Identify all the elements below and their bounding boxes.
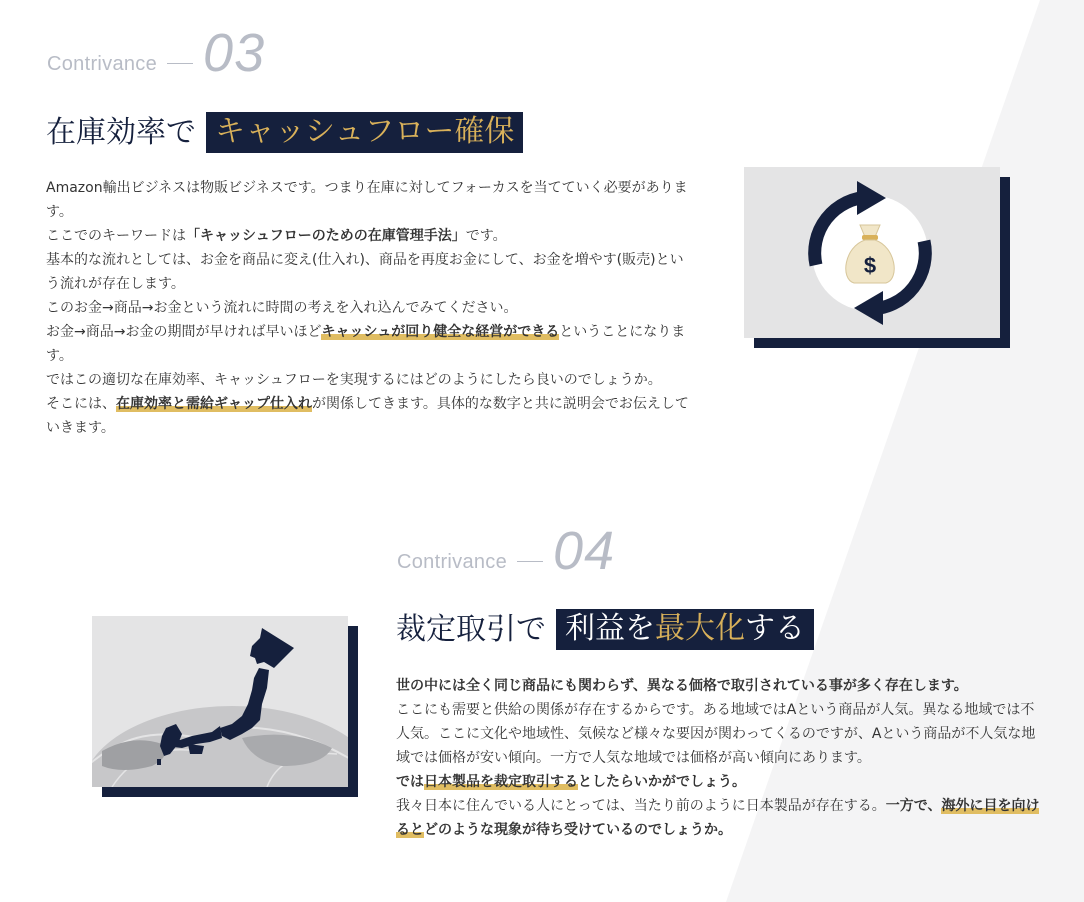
text-run: お金→商品→お金の期間が早ければ早いほど [46,324,322,340]
text-run: Amazon輸出ビジネスは物販ビジネスです。つまり在庫に対してフォーカスを当てていく必要があります。 [46,180,688,220]
bold-text: どのような現象が待ち受けているのでしょうか。 [424,822,732,838]
japan-map-icon [92,616,348,787]
paragraph-line [46,320,696,368]
paragraph-line [396,770,1044,794]
section-03-heading [46,112,523,153]
section-04-body [396,674,1044,842]
paragraph-line [46,392,696,440]
section-04-eyebrow [397,521,616,581]
eyebrow-dash [517,561,543,562]
paragraph-line [46,248,696,296]
cashflow-image [744,167,1010,348]
section-number: 04 [553,521,616,581]
image-card [92,616,348,787]
paragraph-line [46,296,696,320]
text-run: ここでのキーワードは [46,228,186,244]
heading-boxed [206,112,523,153]
text-run: ではこの適切な在庫効率、キャッシュフローを実現するにはどのようにしたら良いのでしょうか。 [46,372,662,388]
japan-map-image [92,616,358,797]
highlighted-text: 日本製品を裁定取引する [424,774,578,790]
highlighted-text: キャッシュが回り健全な経営ができる [321,324,560,340]
heading-boxed-post: する [745,611,805,646]
bold-text: 「キャッシュフローのための在庫管理手法」 [186,228,466,244]
bold-text: では [396,774,424,790]
money-cycle-icon [744,167,1000,338]
image-card [744,167,1000,338]
section-number: 03 [203,23,266,83]
text-run: そこには、 [46,396,116,412]
heading-boxed-gold: 最大化 [655,611,745,646]
section-04-heading [396,609,814,650]
contrivance-label: Contrivance [397,551,508,573]
section-03-body [46,176,696,440]
heading-plain: 在庫効率で [46,114,196,150]
heading-boxed [556,609,814,650]
text-run: ここにも需要と供給の関係が存在するからです。ある地域ではAという商品が人気。異なる地域では不人気。ここに文化や地域性、気候など様々な要因が関わってくるのですが、Aという商品が不人気な地域では価格が安い傾向。一方で人気な地域では価格が高い傾向にあります。 [396,702,1036,766]
paragraph-line [46,368,696,392]
text-run: このお金→商品→お金という流れに時間の考えを入れ込んでみてください。 [46,300,518,316]
text-run: です。 [465,228,507,244]
paragraph-line [396,674,1044,698]
eyebrow-dash [167,63,193,64]
text-run: 我々日本に住んでいる人にとっては、当たり前のように日本製品が存在する。 [396,798,886,814]
bold-text: 一方で、 [885,798,942,814]
text-run: ということになります。 [46,324,686,364]
bold-text: としたらいかがでしょう。 [578,774,746,790]
paragraph-line [46,176,696,224]
dollar-sign: $ [863,253,877,278]
highlighted-text: 在庫効率と需給ギャップ仕入れ [116,396,312,412]
paragraph-line [396,794,1044,842]
paragraph-line [396,698,1044,770]
text-run: が関係してきます。具体的な数字と共に説明会でお伝えしていきます。 [46,396,689,436]
paragraph-line [46,224,696,248]
heading-boxed-text: キャッシュフロー確保 [215,114,515,149]
heading-boxed-pre: 利益を [565,611,655,646]
section-03-eyebrow [47,23,266,83]
heading-plain: 裁定取引で [396,611,546,647]
bold-text: 世の中には全く同じ商品にも関わらず、異なる価格で取引されている事が多く存在します。 [396,678,968,694]
highlighted-text: 海外に目を向けると [396,798,1040,838]
text-run: 基本的な流れとしては、お金を商品に変え(仕入れ)、商品を再度お金にして、お金を増やす(販売)という流れが存在します。 [46,252,684,292]
contrivance-label: Contrivance [47,53,158,75]
